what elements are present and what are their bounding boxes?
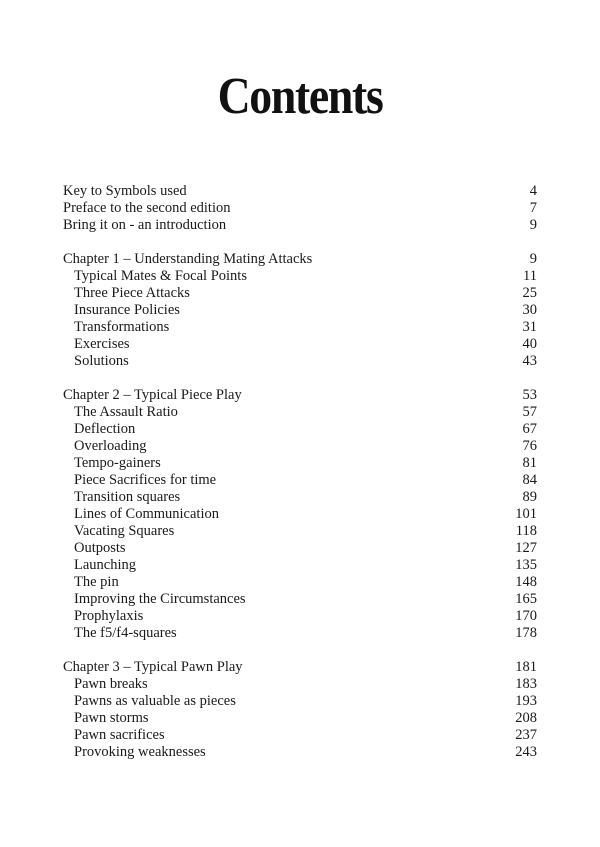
toc-subentry-page: 165 (515, 591, 537, 607)
toc-subentry-page: 237 (515, 727, 537, 743)
toc-subentry (63, 506, 537, 523)
chapter-title: Chapter 3 – Typical Pawn Play (63, 659, 243, 675)
table-of-contents (63, 183, 537, 761)
toc-entry-page: 9 (529, 217, 537, 233)
toc-subentry (63, 489, 537, 506)
toc-subentry-page: 43 (522, 353, 537, 369)
toc-subentry (63, 421, 537, 438)
toc-subentry (63, 591, 537, 608)
toc-subentry-label: Pawns as valuable as pieces (74, 693, 236, 709)
toc-entry-label: Preface to the second edition (63, 200, 231, 216)
toc-entry (63, 217, 537, 234)
toc-subentry (63, 557, 537, 574)
toc-subentry-label: Pawn sacrifices (74, 727, 165, 743)
toc-subentry-label: Exercises (74, 336, 130, 352)
toc-subentry-page: 170 (515, 608, 537, 624)
toc-subentry-label: Three Piece Attacks (74, 285, 190, 301)
toc-subentry (63, 625, 537, 642)
toc-subentry-page: 76 (522, 438, 537, 454)
toc-subentry (63, 268, 537, 285)
chapter-heading (63, 251, 537, 268)
toc-subentry (63, 472, 537, 489)
toc-subentry-label: Improving the Circumstances (74, 591, 246, 607)
toc-subentry-label: Overloading (74, 438, 147, 454)
toc-subentry-page: 118 (515, 523, 537, 539)
section-gap (63, 642, 537, 659)
toc-subentry-label: Transformations (74, 319, 170, 335)
toc-subentry (63, 744, 537, 761)
chapter-heading (63, 659, 537, 676)
chapter-title: Chapter 1 – Understanding Mating Attacks (63, 251, 313, 267)
toc-subentry-page: 208 (515, 710, 537, 726)
chapter-page: 181 (515, 659, 537, 675)
toc-subentry-page: 84 (522, 472, 537, 488)
toc-subentry-label: Outposts (74, 540, 126, 556)
toc-subentry-label: Tempo-gainers (74, 455, 161, 471)
toc-subentry-label: The pin (74, 574, 119, 590)
toc-subentry-label: Launching (74, 557, 137, 573)
toc-subentry (63, 608, 537, 625)
toc-subentry-page: 67 (522, 421, 537, 437)
toc-subentry-label: Prophylaxis (74, 608, 144, 624)
toc-subentry (63, 693, 537, 710)
toc-subentry-page: 243 (515, 744, 537, 760)
toc-subentry-label: Piece Sacrifices for time (74, 472, 217, 488)
toc-subentry (63, 302, 537, 319)
toc-entry-label: Key to Symbols used (63, 183, 187, 199)
toc-subentry-page: 135 (515, 557, 537, 573)
toc-subentry (63, 727, 537, 744)
toc-entry-page: 7 (529, 200, 537, 216)
toc-subentry-page: 193 (515, 693, 537, 709)
toc-subentry-page: 57 (522, 404, 537, 420)
toc-subentry-page: 183 (515, 676, 537, 692)
toc-entry (63, 183, 537, 200)
toc-subentry (63, 319, 537, 336)
toc-entry-page: 4 (529, 183, 537, 199)
toc-subentry-label: The Assault Ratio (74, 404, 178, 420)
chapter-heading (63, 387, 537, 404)
toc-subentry-label: Solutions (74, 353, 129, 369)
toc-subentry (63, 540, 537, 557)
toc-subentry (63, 404, 537, 421)
toc-subentry-label: Typical Mates & Focal Points (74, 268, 247, 284)
toc-subentry-label: Vacating Squares (74, 523, 175, 539)
toc-subentry (63, 676, 537, 693)
toc-subentry-label: Pawn breaks (74, 676, 148, 692)
toc-subentry (63, 336, 537, 353)
toc-subentry-label: Provoking weaknesses (74, 744, 206, 760)
toc-subentry-label: Transition squares (74, 489, 181, 505)
toc-subentry (63, 438, 537, 455)
toc-subentry-label: Lines of Communication (74, 506, 219, 522)
toc-subentry-page: 89 (522, 489, 537, 505)
toc-subentry-page: 31 (522, 319, 537, 335)
toc-subentry-page: 101 (515, 506, 537, 522)
toc-subentry (63, 285, 537, 302)
section-gap (63, 370, 537, 387)
toc-subentry-page: 178 (515, 625, 537, 641)
toc-subentry-label: Deflection (74, 421, 136, 437)
page-title: Contents (217, 68, 383, 125)
toc-subentry (63, 353, 537, 370)
toc-subentry-label: Insurance Policies (74, 302, 180, 318)
toc-subentry-page: 40 (522, 336, 537, 352)
chapter-page: 53 (522, 387, 537, 403)
toc-entry (63, 200, 537, 217)
toc-subentry-label: Pawn storms (74, 710, 149, 726)
toc-subentry-label: The f5/f4-squares (74, 625, 177, 641)
toc-entry-label: Bring it on - an introduction (63, 217, 227, 233)
toc-subentry-page: 11 (523, 268, 537, 284)
toc-subentry-page: 30 (522, 302, 537, 318)
toc-subentry (63, 523, 537, 540)
toc-subentry (63, 710, 537, 727)
toc-subentry-page: 81 (522, 455, 537, 471)
chapter-title: Chapter 2 – Typical Piece Play (63, 387, 242, 403)
toc-subentry-page: 148 (515, 574, 537, 590)
toc-subentry (63, 574, 537, 591)
chapter-page: 9 (529, 251, 537, 267)
section-gap (63, 234, 537, 251)
toc-subentry-page: 127 (515, 540, 537, 556)
toc-subentry (63, 455, 537, 472)
toc-subentry-page: 25 (522, 285, 537, 301)
